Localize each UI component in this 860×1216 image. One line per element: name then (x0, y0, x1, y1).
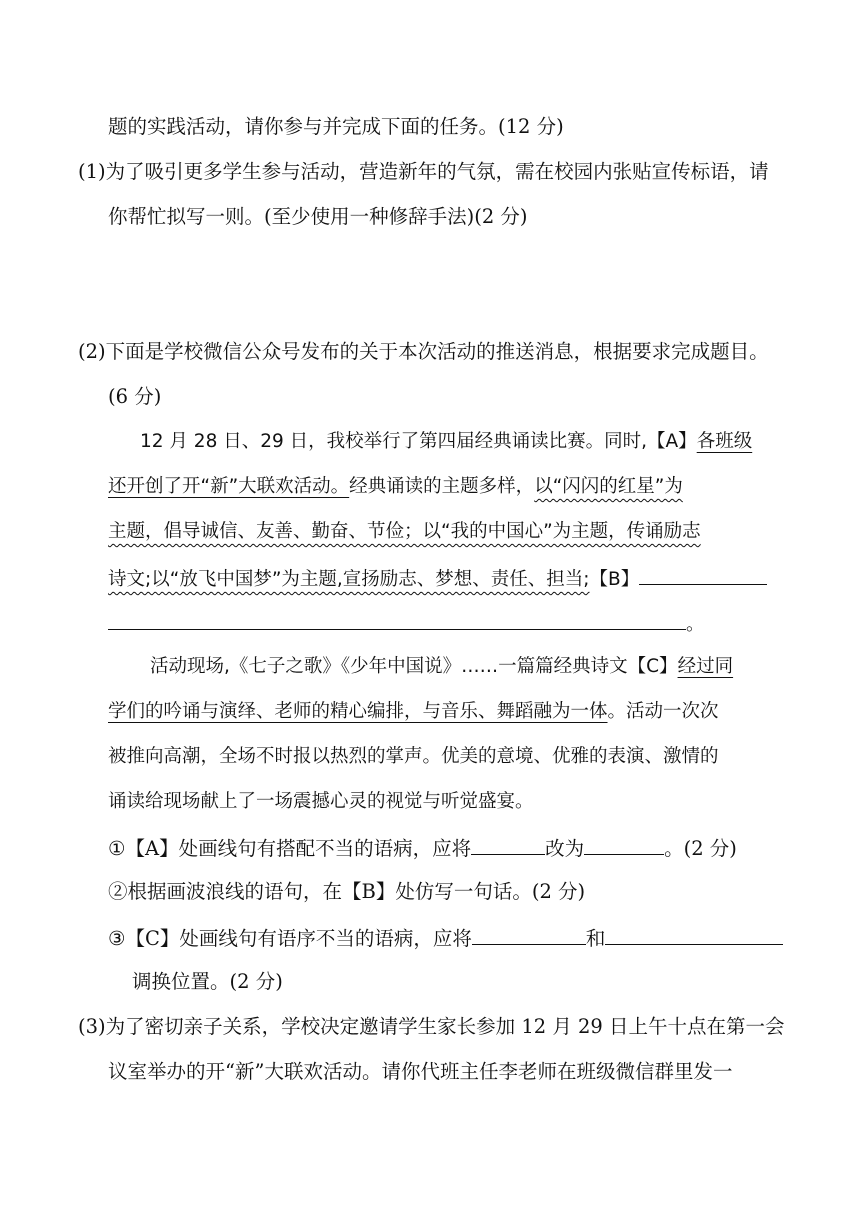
passage-text: 。活动一次次 (607, 701, 719, 722)
sub-question-text: 改为 (545, 837, 585, 860)
answer-blank-1a[interactable] (471, 832, 545, 855)
sub-question-3-cont: 调换位置。(2 分) (132, 970, 283, 993)
wavy-sentence-1: 以“闪闪的红星”为 (534, 476, 683, 497)
question-1-line-1: (1)为了吸引更多学生参与活动，营造新年的气氛，需在校园内张贴宣传标语，请 (78, 160, 769, 183)
passage-line-9: 诵读给现场献上了一场震撼心灵的视觉与听觉盛宴。 (108, 791, 534, 812)
wavy-sentence-3: 诗文;以“放飞中国梦”为主题,宣扬励志、梦想、责任、担当; (108, 569, 590, 590)
passage-line-7 (108, 697, 719, 727)
answer-blank-3a[interactable] (472, 922, 586, 945)
passage-text: 活动现场,《七子之歌》《少年中国说》……一篇篇经典诗文 (150, 656, 628, 677)
passage-line-2 (108, 472, 683, 502)
passage-text: 经典诵读的主题多样， (349, 476, 535, 497)
sub-question-3 (108, 922, 783, 952)
question-2-line-2: (6 分) (108, 385, 162, 408)
passage-line-1 (140, 427, 752, 457)
passage-line-3 (108, 517, 701, 547)
marker-c: 【C】 (627, 656, 678, 677)
sub-question-text: ①【A】处画线句有搭配不当的语病，应将 (108, 837, 472, 860)
sub-question-text: ③【C】处画线句有语序不当的语病，应将 (108, 927, 472, 950)
underlined-sentence-c: 经过同 (677, 656, 734, 677)
passage-line-8: 被推向高潮，全场不时报以热烈的掌声。优美的意境、优雅的表演、激情的 (108, 746, 719, 767)
answer-blank-b[interactable] (639, 562, 767, 585)
sub-question-text: 和 (585, 927, 606, 950)
answer-blank-1b[interactable] (584, 832, 664, 855)
passage-line-4 (108, 562, 767, 592)
sub-question-text: 。(2 分) (664, 837, 737, 860)
passage-line-6 (150, 652, 733, 682)
marker-a: 【A】 (647, 431, 697, 452)
answer-blank-b-cont[interactable] (108, 607, 686, 630)
wavy-sentence-2: 主题，倡导诚信、友善、勤奋、节俭；以“我的中国心”为主题，传诵励志 (108, 521, 701, 542)
question-3-line-1: (3)为了密切亲子关系，学校决定邀请学生家长参加 12 月 29 日上午十点在第一会 (78, 1015, 785, 1038)
answer-blank-3b[interactable] (605, 922, 783, 945)
underlined-sentence-a-cont: 还开创了开“新”大联欢活动。 (108, 476, 350, 497)
passage-line-5 (108, 607, 705, 637)
question-1-line-2: 你帮忙拟写一则。(至少使用一种修辞手法)(2 分) (108, 205, 528, 228)
intro-line: 题的实践活动，请你参与并完成下面的任务。(12 分) (108, 115, 564, 138)
underlined-sentence-c-cont: 学们的吟诵与演绎、老师的精心编排，与音乐、舞蹈融为一体 (108, 701, 608, 722)
sub-question-2: ②根据画波浪线的语句，在【B】处仿写一句话。(2 分) (108, 880, 586, 903)
sub-question-1 (108, 832, 737, 862)
question-2-line-1: (2)下面是学校微信公众号发布的关于本次活动的推送消息，根据要求完成题目。 (78, 340, 769, 363)
question-3-line-2: 议室举办的开“新”大联欢活动。请你代班主任李老师在班级微信群里发一 (108, 1060, 733, 1083)
passage-text: 12 月 28 日、29 日，我校举行了第四届经典诵读比赛。同时, (140, 431, 648, 452)
underlined-sentence-a: 各班级 (696, 431, 753, 452)
passage-text: 。 (686, 614, 705, 635)
marker-b: 【B】 (589, 569, 640, 590)
